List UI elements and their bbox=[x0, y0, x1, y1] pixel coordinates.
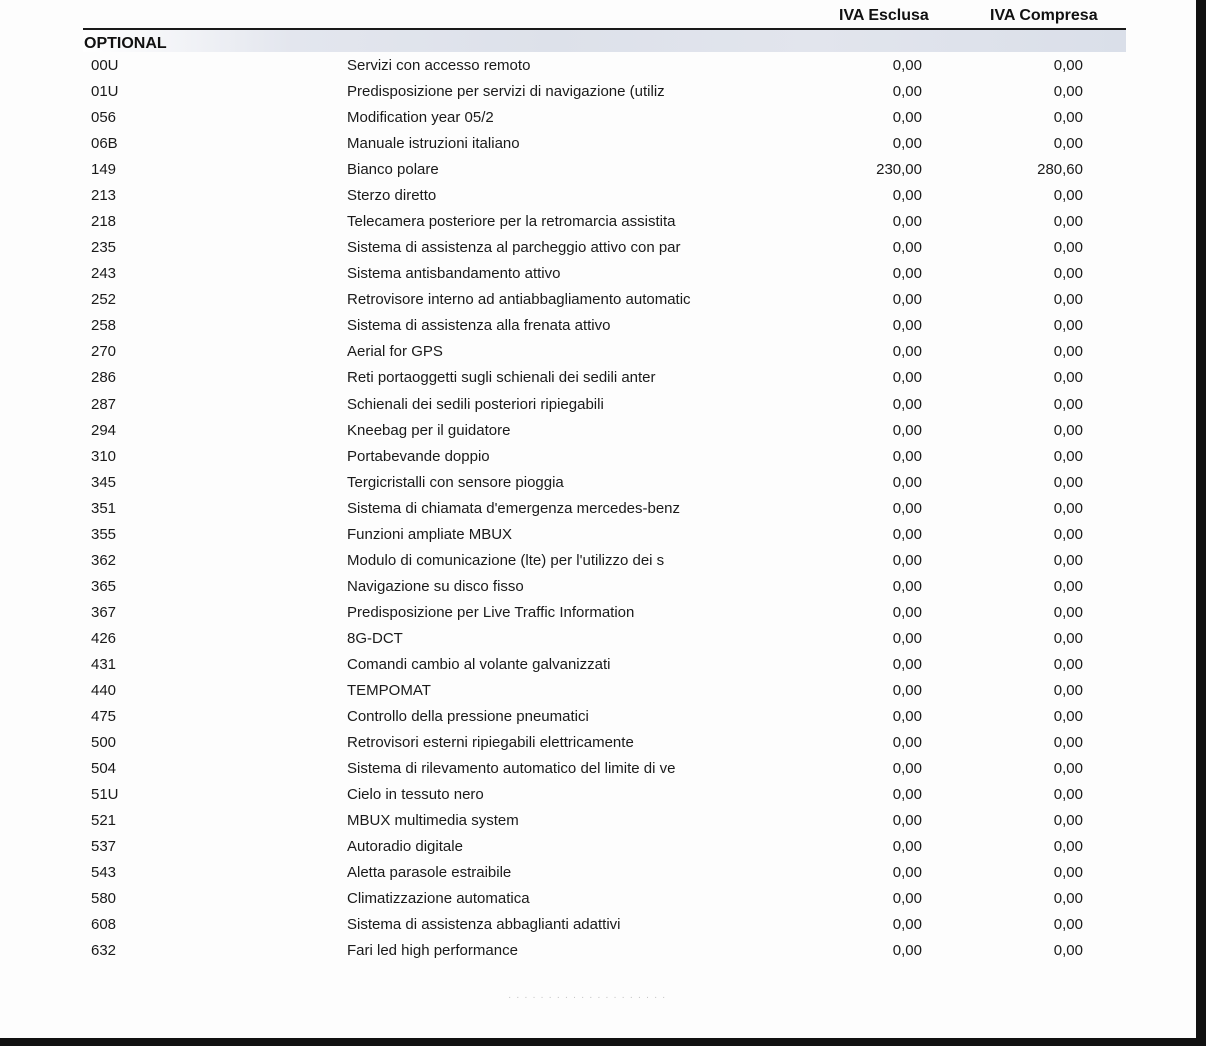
price-incl-vat: 0,00 bbox=[1053, 343, 1083, 361]
table-row bbox=[0, 526, 1196, 552]
price-excl-vat: 0,00 bbox=[892, 603, 922, 621]
option-description: Manuale istruzioni italiano bbox=[347, 135, 520, 153]
option-code: 01U bbox=[91, 83, 119, 101]
option-description: Reti portaoggetti sugli schienali dei sedili anter bbox=[347, 369, 656, 387]
price-excl-vat: 0,00 bbox=[892, 942, 922, 960]
option-description: Aletta parasole estraibile bbox=[347, 864, 512, 882]
option-code: 243 bbox=[91, 265, 117, 283]
option-code: 235 bbox=[91, 239, 117, 257]
price-incl-vat: 0,00 bbox=[1053, 890, 1083, 908]
price-incl-vat: 0,00 bbox=[1053, 187, 1083, 205]
table-row bbox=[0, 682, 1196, 708]
table-row bbox=[0, 239, 1196, 265]
price-incl-vat: 0,00 bbox=[1053, 265, 1083, 283]
option-description: Funzioni ampliate MBUX bbox=[347, 525, 513, 543]
table-row bbox=[0, 135, 1196, 161]
table-row bbox=[0, 265, 1196, 291]
option-description: Sistema di rilevamento automatico del limite di ve bbox=[347, 760, 676, 778]
option-code: 258 bbox=[91, 317, 117, 335]
price-incl-vat: 0,00 bbox=[1053, 577, 1083, 595]
option-code: 286 bbox=[91, 369, 117, 387]
option-code: 475 bbox=[91, 708, 117, 725]
option-description: Aerial for GPS bbox=[347, 343, 443, 361]
option-code: 543 bbox=[91, 864, 117, 882]
price-excl-vat: 0,00 bbox=[892, 239, 922, 257]
price-excl-vat: 0,00 bbox=[892, 525, 922, 543]
price-excl-vat: 0,00 bbox=[892, 447, 922, 465]
option-code: 00U bbox=[91, 57, 119, 74]
option-description: Schienali dei sedili posteriori ripiegabili bbox=[347, 395, 604, 413]
price-incl-vat: 0,00 bbox=[1053, 942, 1083, 960]
price-incl-vat: 0,00 bbox=[1053, 395, 1083, 413]
table-row bbox=[0, 396, 1196, 422]
table-row bbox=[0, 812, 1196, 838]
option-description: Autoradio digitale bbox=[347, 838, 463, 856]
price-incl-vat: 0,00 bbox=[1053, 812, 1083, 830]
option-code: 440 bbox=[91, 681, 117, 699]
option-code: 270 bbox=[91, 343, 117, 361]
price-excl-vat: 0,00 bbox=[892, 708, 922, 725]
table-row bbox=[0, 604, 1196, 630]
table-row bbox=[0, 109, 1196, 135]
price-incl-vat: 0,00 bbox=[1053, 421, 1083, 439]
table-row bbox=[0, 708, 1196, 734]
price-incl-vat: 0,00 bbox=[1053, 213, 1083, 231]
price-excl-vat: 0,00 bbox=[892, 343, 922, 361]
option-code: 351 bbox=[91, 499, 117, 517]
price-incl-vat: 0,00 bbox=[1053, 135, 1083, 153]
option-code: 294 bbox=[91, 421, 117, 439]
price-excl-vat: 0,00 bbox=[892, 551, 922, 569]
price-excl-vat: 0,00 bbox=[892, 760, 922, 778]
option-description: Sterzo diretto bbox=[347, 187, 437, 205]
option-code: 632 bbox=[91, 942, 117, 960]
table-row bbox=[0, 630, 1196, 656]
price-excl-vat: 0,00 bbox=[892, 369, 922, 387]
option-description: Sistema antisbandamento attivo bbox=[347, 265, 561, 283]
table-row bbox=[0, 422, 1196, 448]
price-excl-vat: 0,00 bbox=[892, 681, 922, 699]
option-description: Sistema di assistenza alla frenata attivo bbox=[347, 317, 611, 335]
section-title: OPTIONAL bbox=[84, 35, 167, 52]
price-excl-vat: 0,00 bbox=[892, 890, 922, 908]
option-code: 504 bbox=[91, 760, 117, 778]
option-description: Cielo in tessuto nero bbox=[347, 786, 484, 804]
option-description: Portabevande doppio bbox=[347, 447, 490, 465]
table-row bbox=[0, 578, 1196, 604]
price-excl-vat: 0,00 bbox=[892, 265, 922, 283]
table-row bbox=[0, 213, 1196, 239]
price-incl-vat: 0,00 bbox=[1053, 291, 1083, 309]
option-code: 345 bbox=[91, 473, 117, 491]
price-excl-vat: 0,00 bbox=[892, 135, 922, 153]
price-incl-vat: 0,00 bbox=[1053, 864, 1083, 882]
price-excl-vat: 0,00 bbox=[892, 838, 922, 856]
price-incl-vat: 0,00 bbox=[1053, 786, 1083, 804]
price-excl-vat: 0,00 bbox=[892, 499, 922, 517]
price-incl-vat: 0,00 bbox=[1053, 525, 1083, 543]
table-row bbox=[0, 760, 1196, 786]
table-row bbox=[0, 890, 1196, 916]
option-code: 355 bbox=[91, 525, 117, 543]
price-excl-vat: 0,00 bbox=[892, 291, 922, 309]
option-description: Modification year 05/2 bbox=[347, 109, 494, 127]
price-incl-vat: 0,00 bbox=[1053, 551, 1083, 569]
price-excl-vat: 0,00 bbox=[892, 109, 922, 127]
option-code: 06B bbox=[91, 135, 118, 153]
price-excl-vat: 0,00 bbox=[892, 317, 922, 335]
price-incl-vat: 0,00 bbox=[1053, 603, 1083, 621]
table-row bbox=[0, 57, 1196, 83]
option-description: Sistema di assistenza al parcheggio attivo con par bbox=[347, 239, 681, 257]
table-row bbox=[0, 369, 1196, 395]
table-row bbox=[0, 83, 1196, 109]
table-row bbox=[0, 500, 1196, 526]
table-row bbox=[0, 734, 1196, 760]
option-description: Bianco polare bbox=[347, 161, 439, 179]
option-code: 580 bbox=[91, 890, 117, 908]
option-code: 367 bbox=[91, 603, 117, 621]
section-band bbox=[83, 30, 1126, 52]
price-incl-vat: 0,00 bbox=[1053, 655, 1083, 673]
price-excl-vat: 0,00 bbox=[892, 421, 922, 439]
option-code: 213 bbox=[91, 187, 117, 205]
price-incl-vat: 0,00 bbox=[1053, 734, 1083, 752]
option-description: Servizi con accesso remoto bbox=[347, 57, 531, 74]
price-incl-vat: 0,00 bbox=[1053, 916, 1083, 934]
table-row bbox=[0, 317, 1196, 343]
option-description: 8G-DCT bbox=[347, 629, 403, 647]
table-row bbox=[0, 656, 1196, 682]
price-excl-vat: 0,00 bbox=[892, 864, 922, 882]
price-incl-vat: 0,00 bbox=[1053, 109, 1083, 127]
price-excl-vat: 0,00 bbox=[892, 213, 922, 231]
option-code: 287 bbox=[91, 395, 117, 413]
option-code: 431 bbox=[91, 655, 117, 673]
price-excl-vat: 0,00 bbox=[892, 187, 922, 205]
price-incl-vat: 0,00 bbox=[1053, 369, 1083, 387]
price-incl-vat: 0,00 bbox=[1053, 629, 1083, 647]
option-code: 51U bbox=[91, 786, 119, 804]
price-incl-vat: 0,00 bbox=[1053, 317, 1083, 335]
column-header-iva-compresa: IVA Compresa bbox=[990, 7, 1098, 24]
option-description: Retrovisore interno ad antiabbagliamento automatic bbox=[347, 291, 691, 309]
option-description: Fari led high performance bbox=[347, 942, 518, 960]
price-incl-vat: 0,00 bbox=[1053, 239, 1083, 257]
table-row bbox=[0, 864, 1196, 890]
column-header-iva-esclusa: IVA Esclusa bbox=[839, 7, 929, 24]
price-incl-vat: 0,00 bbox=[1053, 447, 1083, 465]
table-row bbox=[0, 448, 1196, 474]
option-description: Sistema di chiamata d'emergenza mercedes-benz bbox=[347, 499, 681, 517]
option-description: Predisposizione per servizi di navigazione (utiliz bbox=[347, 83, 665, 101]
table-row bbox=[0, 838, 1196, 864]
option-code: 056 bbox=[91, 109, 117, 127]
price-excl-vat: 0,00 bbox=[892, 83, 922, 101]
option-description: Retrovisori esterni ripiegabili elettricamente bbox=[347, 734, 634, 752]
price-excl-vat: 230,00 bbox=[876, 161, 922, 179]
table-row bbox=[0, 916, 1196, 942]
option-code: 252 bbox=[91, 291, 117, 309]
table-row bbox=[0, 291, 1196, 317]
price-excl-vat: 0,00 bbox=[892, 629, 922, 647]
table-row bbox=[0, 942, 1196, 968]
option-description: Predisposizione per Live Traffic Information bbox=[347, 603, 635, 621]
table-row bbox=[0, 474, 1196, 500]
option-code: 521 bbox=[91, 812, 117, 830]
price-incl-vat: 0,00 bbox=[1053, 473, 1083, 491]
option-description: Sistema di assistenza abbaglianti adattivi bbox=[347, 916, 621, 934]
option-description: Controllo della pressione pneumatici bbox=[347, 708, 589, 725]
option-code: 362 bbox=[91, 551, 117, 569]
option-code: 608 bbox=[91, 916, 117, 934]
table-row bbox=[0, 552, 1196, 578]
price-incl-vat: 0,00 bbox=[1053, 499, 1083, 517]
price-incl-vat: 0,00 bbox=[1053, 760, 1083, 778]
table-row bbox=[0, 187, 1196, 213]
option-code: 500 bbox=[91, 734, 117, 752]
option-code: 218 bbox=[91, 213, 117, 231]
price-excl-vat: 0,00 bbox=[892, 577, 922, 595]
footer-watermark: · · · · · · · · · · · · · · · · · · · · bbox=[508, 992, 667, 1003]
option-code: 365 bbox=[91, 577, 117, 595]
price-excl-vat: 0,00 bbox=[892, 812, 922, 830]
option-description: Climatizzazione automatica bbox=[347, 890, 530, 908]
option-code: 310 bbox=[91, 447, 117, 465]
price-excl-vat: 0,00 bbox=[892, 57, 922, 74]
price-incl-vat: 0,00 bbox=[1053, 838, 1083, 856]
option-description: Navigazione su disco fisso bbox=[347, 577, 524, 595]
option-description: TEMPOMAT bbox=[347, 681, 431, 699]
price-incl-vat: 0,00 bbox=[1053, 681, 1083, 699]
option-description: Tergicristalli con sensore pioggia bbox=[347, 473, 564, 491]
option-description: Modulo di comunicazione (lte) per l'utilizzo dei s bbox=[347, 551, 665, 569]
option-description: MBUX multimedia system bbox=[347, 812, 519, 830]
price-excl-vat: 0,00 bbox=[892, 395, 922, 413]
price-incl-vat: 0,00 bbox=[1053, 708, 1083, 725]
price-excl-vat: 0,00 bbox=[892, 734, 922, 752]
price-excl-vat: 0,00 bbox=[892, 916, 922, 934]
option-code: 426 bbox=[91, 629, 117, 647]
price-incl-vat: 0,00 bbox=[1053, 57, 1083, 74]
table-row bbox=[0, 786, 1196, 812]
price-incl-vat: 280,60 bbox=[1037, 161, 1083, 179]
table-row bbox=[0, 161, 1196, 187]
table-row bbox=[0, 343, 1196, 369]
price-incl-vat: 0,00 bbox=[1053, 83, 1083, 101]
option-description: Kneebag per il guidatore bbox=[347, 421, 511, 439]
option-code: 149 bbox=[91, 161, 117, 179]
price-excl-vat: 0,00 bbox=[892, 655, 922, 673]
price-excl-vat: 0,00 bbox=[892, 473, 922, 491]
price-excl-vat: 0,00 bbox=[892, 786, 922, 804]
option-description: Comandi cambio al volante galvanizzati bbox=[347, 655, 611, 673]
option-description: Telecamera posteriore per la retromarcia assistita bbox=[347, 213, 676, 231]
option-code: 537 bbox=[91, 838, 117, 856]
